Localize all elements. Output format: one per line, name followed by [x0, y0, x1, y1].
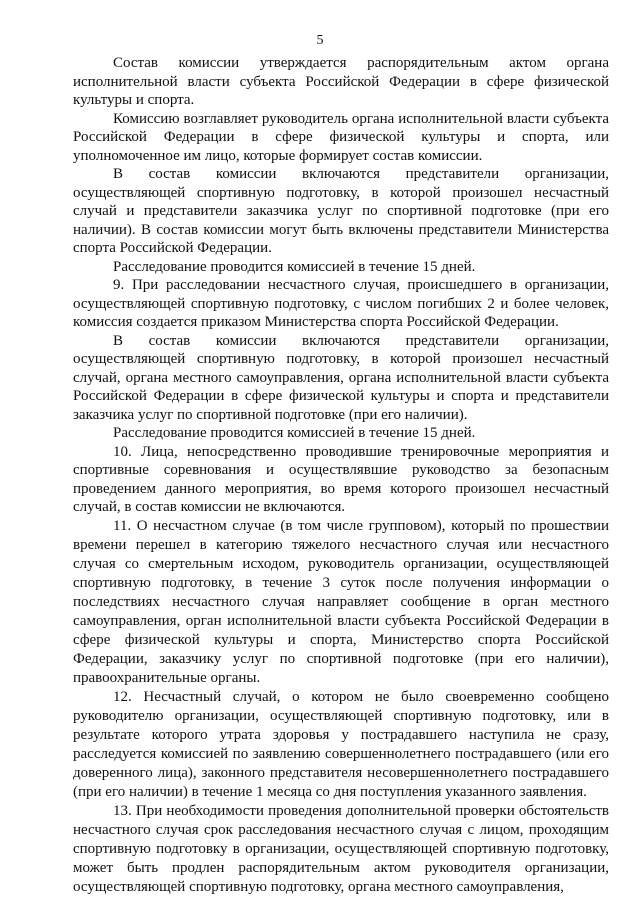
paragraph-commission-head: Комиссию возглавляет руководитель органа исполнительной власти субъекта Российской Федерации в сфере физической культуры и спорта, или уполномоченное им лицо, которые формирует состав комиссии. — [73, 110, 609, 164]
paragraph-item-9-members: В состав комиссии включаются представители организации, осуществляющей спортивную подготовку, в которой произошел несчастный случай, органа местного самоуправления, органа исполнительной власти субъекта Российской Федерации в сфере физической культуры и спорта и представители заказчика услуг по спортивной подготовке (при его наличии). — [73, 332, 609, 423]
paragraph-commission-members: В состав комиссии включаются представители организации, осуществляющей спортивную подготовку, в которой произошел несчастный случай и представители заказчика услуг по спортивной подготовке (при его наличии). В состав комиссии могут быть включены представители Министерства спорта Российской Федерации. — [73, 166, 609, 256]
paragraph-item-13: 13. При необходимости проведения дополнительной проверки обстоятельств несчастного случая срок расследования несчастного случая с лицом, проходящим спортивную подготовку в организации, осуществляющей спортивную подготовку, может быть продлен распорядительным актом руководителя организации, осуществляющей спортивную подготовку, органа местного самоуправления, — [73, 802, 609, 895]
paragraph-item-9-term: Расследование проводится комиссией в течение 15 дней. — [113, 425, 476, 441]
page-number: 5 — [316, 33, 324, 48]
paragraph-investigation-term: Расследование проводится комиссией в течение 15 дней. — [113, 258, 476, 275]
paragraph-item-11: 11. О несчастном случае (в том числе групповом), который по прошествии времени перешел в категорию тяжелого несчастного случая или несчастного случая со смертельным исходом, руководитель организации, осуществляющей спортивную подготовку, в течение 3 суток после получения информации о последствиях несчастного случая направляет сообщение в орган местного самоуправления, орган исполнительной власти субъекта Российской Федерации в сфере физической культуры и спорта, Министерство спорта Российской Федерации, заказчику услуг по спортивной подготовке (при его наличии), правоохранительные органы. — [73, 517, 609, 686]
paragraph-item-9: 9. При расследовании несчастного случая, происшедшего в организации, осуществляющей спортивную подготовку, с числом погибших 2 и более человек, комиссия создается приказом Министерства спорта Российской Федерации. — [73, 277, 609, 330]
paragraph-item-10: 10. Лица, непосредственно проводившие тренировочные мероприятия и спортивные соревнования и осуществлявшие руководство за безопасным проведением данного мероприятия, во время которого произошел несчастный случай, в состав комиссии не включаются. — [73, 443, 609, 515]
document-body — [73, 54, 609, 897]
paragraph-item-12: 12. Несчастный случай, о котором не было своевременно сообщено руководителю организации, осуществляющей спортивную подготовку, или в результате которого утрата здоровья у пострадавшего наступила не сразу, расследуется комиссией по заявлению совершеннолетнего пострадавшего (или его доверенного лица), законного представителя несовершеннолетнего пострадавшего (при его наличии) в течение 1 месяца со дня поступления указанного заявления. — [73, 688, 609, 800]
paragraph-commission-approval: Состав комиссии утверждается распорядительным актом органа исполнительной власти субъекта Российской Федерации в сфере физической культуры и спорта. — [73, 55, 609, 108]
